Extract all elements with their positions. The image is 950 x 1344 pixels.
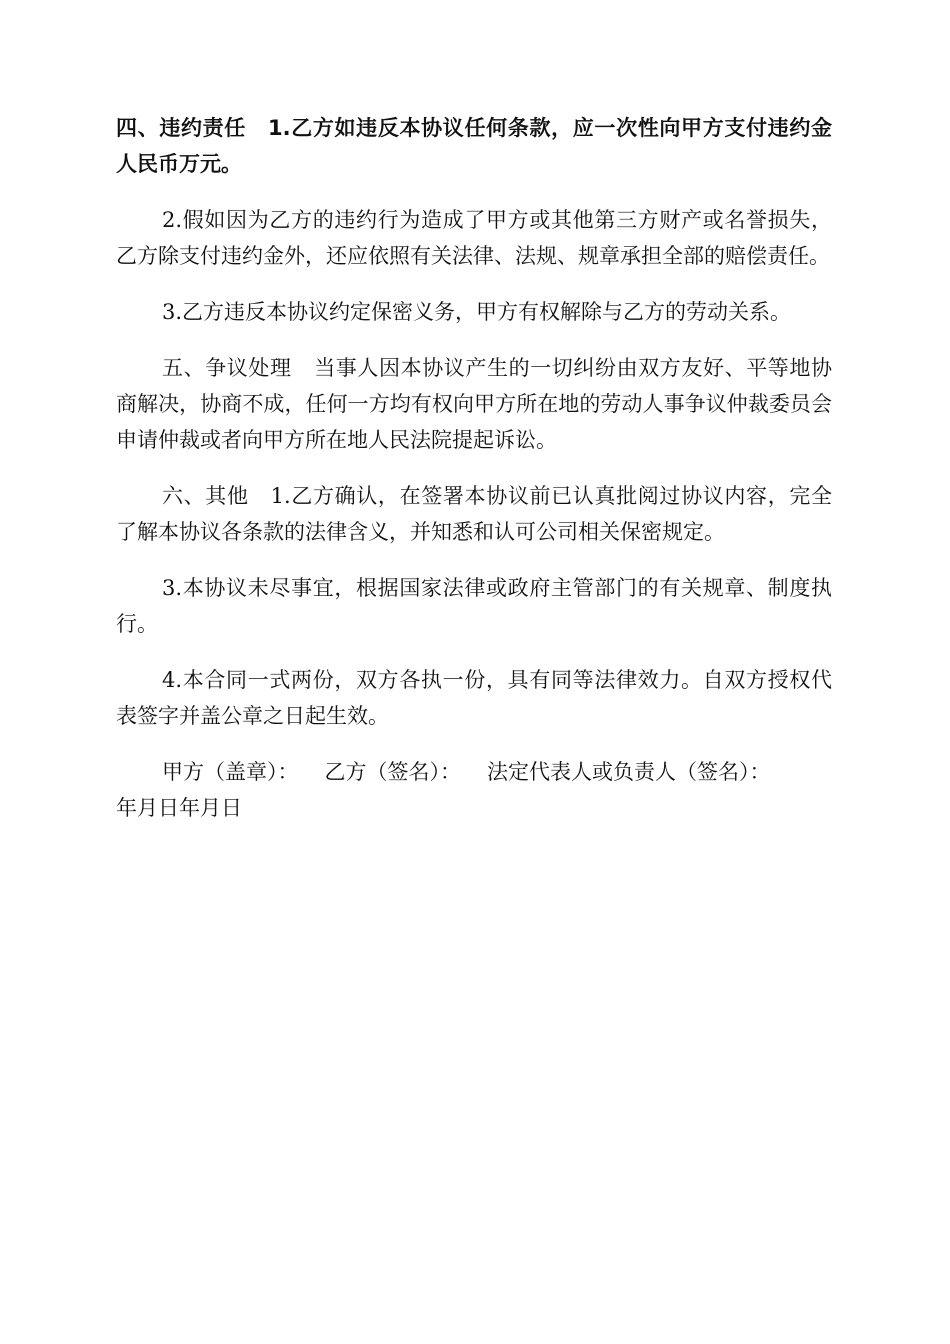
party-b-sign-label: 乙方（签名）： (324, 760, 461, 784)
document-page (116, 110, 832, 826)
section-six-clause-3: 3.本协议未尽事宜，根据国家法律或政府主管部门的有关规章、制度执行。 (116, 576, 832, 636)
section-six-clause-4: 4.本合同一式两份，双方各执一份，具有同等法律效力。自双方授权代表签字并盖公章之日起生效。 (116, 668, 832, 728)
section-five-heading: 五、争议处理 (162, 356, 292, 380)
section-four-clause-1 (116, 110, 832, 182)
section-four-clause-3: 3.乙方违反本协议约定保密义务，甲方有权解除与乙方的劳动关系。 (162, 300, 792, 324)
section-six-heading: 六、其他 (162, 484, 249, 508)
section-six-clause-1-text: 1.乙方确认，在签署本协议前已认真批阅过协议内容，完全了解本协议各条款的法律含义，并知悉和认可公司相关保密规定。 (116, 484, 832, 544)
signature-date-line: 年月日年月日 (116, 796, 242, 820)
clause-1-text: 1.乙方如违反本协议任何条款，应一次性向甲方支付违约金人民币万元。 (116, 116, 832, 176)
section-six-clause-1 (116, 478, 832, 550)
legal-rep-sign-label: 法定代表人或负责人（签名）： (487, 760, 771, 784)
party-a-seal-label: 甲方（盖章）： (162, 760, 299, 784)
section-five-text: 当事人因本协议产生的一切纠纷由双方友好、平等地协商解决，协商不成，任何一方均有权向甲方所在地的劳动人事争议仲裁委员会申请仲裁或者向甲方所在地人民法院提起诉讼。 (116, 356, 833, 452)
section-five-paragraph (116, 350, 832, 458)
section-four-clause-2: 2.假如因为乙方的违约行为造成了甲方或其他第三方财产或名誉损失，乙方除支付违约金外，还应依照有关法律、法规、规章承担全部的赔偿责任。 (116, 208, 832, 268)
signature-line (116, 754, 832, 790)
section-four-heading: 四、违约责任 (116, 116, 246, 140)
